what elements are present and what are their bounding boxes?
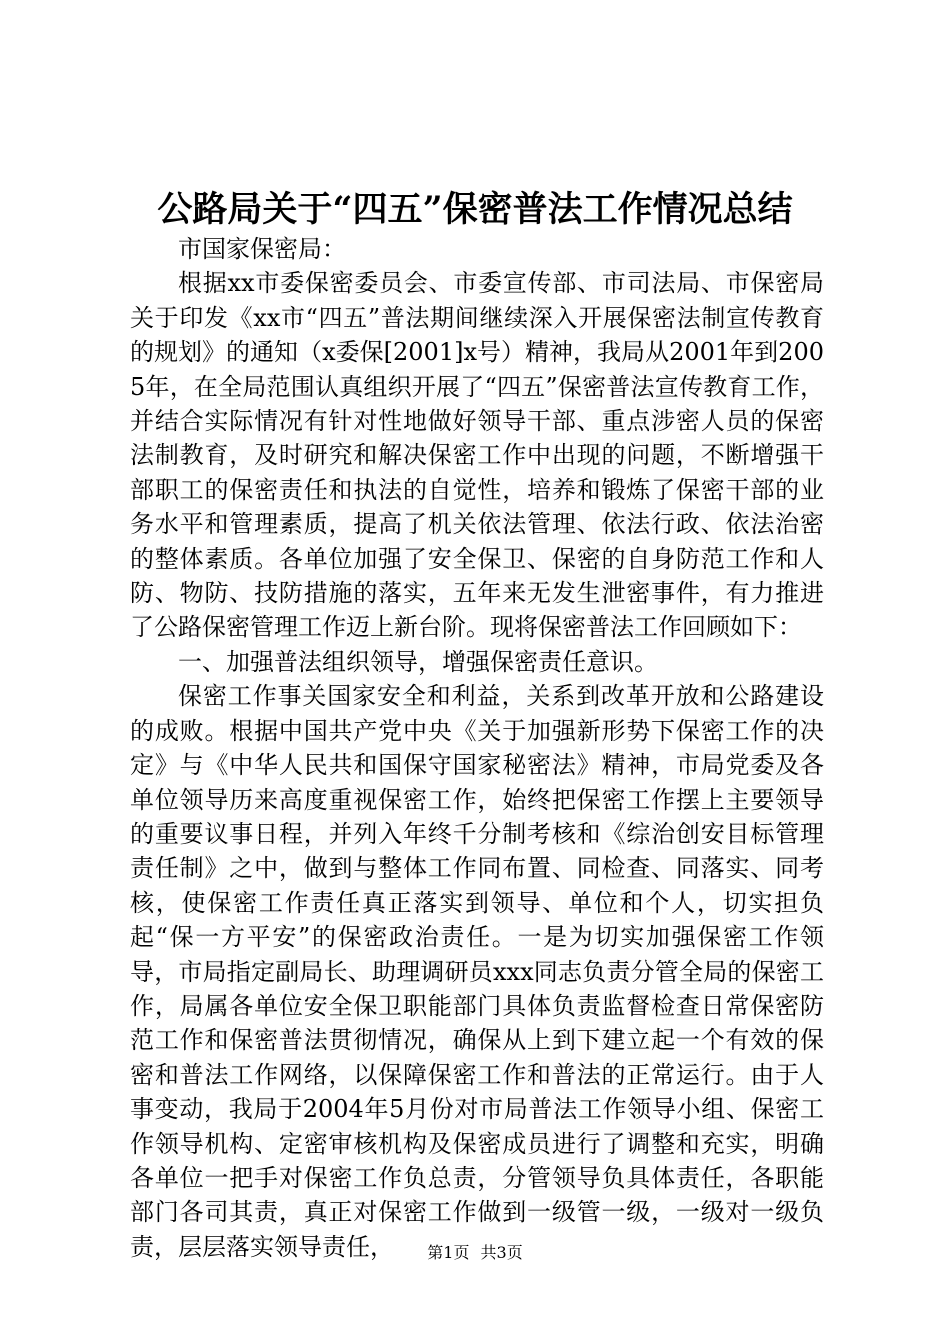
body-paragraph: 保密工作事关国家安全和利益，关系到改革开放和公路建设的成败。根据中国共产党中央《关于加强新形势下保密工作的决定》与《中华人民共和国保守国家秘密法》精神，市局党委及各单位领导历来高度重视保密工作，始终把保密工作摆上主要领导的重要议事日程，并列入年终千分制考核和《综治创安目标管理责任制》之中，做到与整体工作同布置、同检查、同落实、同考核，使保密工作责任真正落实到领导、单位和个人，切实担负起“保一方平安”的保密政治责任。一是为切实加强保密工作领导，市局指定副局长、助理调研员xxx同志负责分管全局的保密工作，局属各单位安全保卫职能部门具体负责监督检查日常保密防范工作和保密普法贯彻情况，确保从上到下建立起一个有效的保密和普法工作网络，以保障保密工作和普法的正常运行。由于人事变动，我局于2004年5月份对市局普法工作领导小组、保密工作领导机构、定密审核机构及保密成员进行了调整和充实，明确各单位一把手对保密工作负总责，分管领导负具体责任，各职能部门各司其责，真正对保密工作做到一级管一级，一级对一级负责，层层落实领导责任， (130, 682, 824, 1261)
page-footer (0, 1242, 950, 1264)
section-heading: 一、加强普法组织领导，增强保密责任意识。 (178, 647, 658, 676)
page-count: 共3页 (480, 1243, 523, 1262)
document-title: 公路局关于“四五”保密普法工作情况总结 (157, 189, 793, 230)
document-body (130, 232, 824, 1264)
salutation: 市国家保密局： (178, 235, 346, 263)
body-paragraph: 根据xx市委保密委员会、市委宣传部、市司法局、市保密局关于印发《xx市“四五”普法期间继续深入开展保密法制宣传教育的规划》的通知（x委保[2001]x号）精神，我局从2001年到2005年，在全局范围认真组织开展了“四五”保密普法宣传教育工作，并结合实际情况有针对性地做好领导干部、重点涉密人员的保密法制教育，及时研究和解决保密工作中出现的问题，不断增强干部职工的保密责任和执法的自觉性，培养和锻炼了保密干部的业务水平和管理素质，提高了机关依法管理、依法行政、依法治密的整体素质。各单位加强了安全保卫、保密的自身防范工作和人防、物防、技防措施的落实，五年来无发生泄密事件，有力推进了公路保密管理工作迈上新台阶。现将保密普法工作回顾如下： (130, 269, 824, 642)
page-number: 第1页 (427, 1243, 470, 1262)
